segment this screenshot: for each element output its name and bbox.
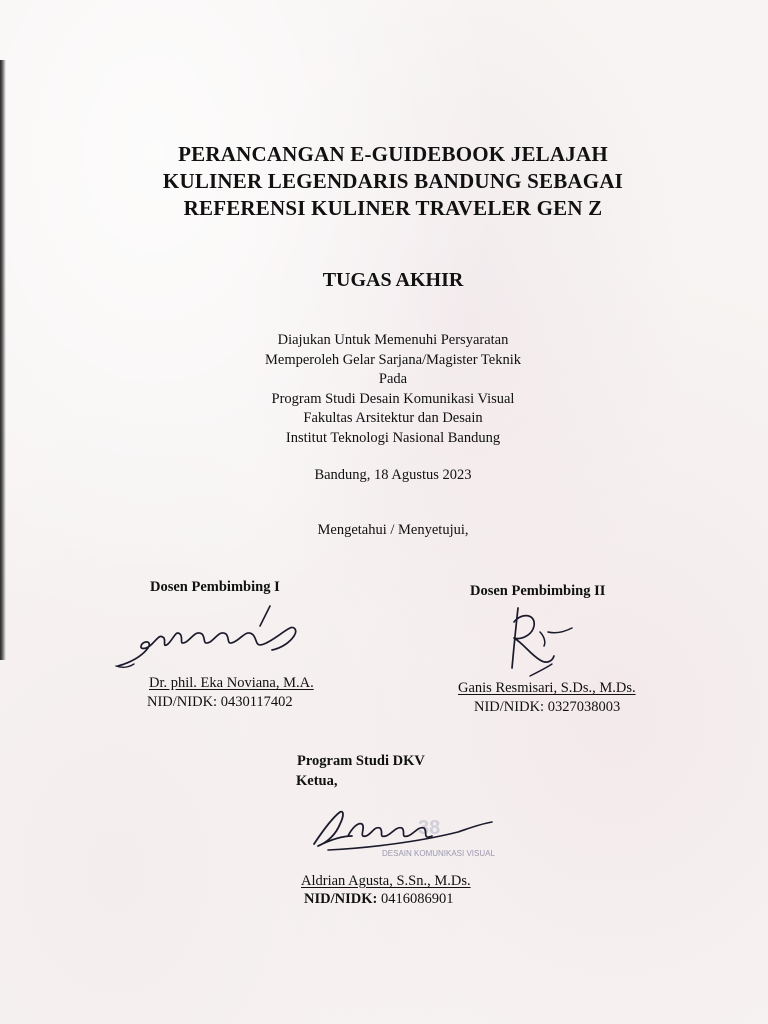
title-line-3: REFERENSI KULINER TRAVELER GEN Z — [183, 196, 603, 220]
advisor1-signature — [112, 604, 312, 672]
advisor2-nid: NID/NIDK: 0327038003 — [474, 699, 621, 715]
thesis-title — [18, 141, 768, 222]
title-line-1: PERANCANGAN E-GUIDEBOOK JELAJAH — [178, 142, 608, 166]
scanned-page-edge — [0, 60, 6, 660]
program-head-signature — [308, 806, 498, 858]
program-head-nid-label: NID/NIDK: — [304, 891, 378, 907]
submission-statement — [18, 331, 768, 448]
advisor2-label: Dosen Pembimbing II — [470, 583, 606, 599]
program-head-name: Aldrian Agusta, S.Sn., M.Ds. — [301, 873, 471, 889]
approval-text: Mengetahui / Menyetujui, — [317, 522, 469, 538]
title-line-2: KULINER LEGENDARIS BANDUNG SEBAGAI — [162, 169, 624, 193]
program-role: Ketua, — [296, 773, 338, 789]
advisor2-signature — [500, 602, 590, 680]
program-head-nid — [304, 891, 453, 908]
document-type-heading: TUGAS AKHIR — [322, 269, 464, 291]
program-label: Program Studi DKV — [297, 753, 425, 769]
svg-text:38: 38 — [418, 817, 441, 839]
advisor1-name: Dr. phil. Eka Noviana, M.A. — [149, 675, 314, 691]
advisor2-name: Ganis Resmisari, S.Ds., M.Ds. — [458, 680, 636, 696]
place-date: Bandung, 18 Agustus 2023 — [314, 467, 472, 483]
submission-line-5: Fakultas Arsitektur dan Desain — [303, 410, 483, 426]
advisor1-nid: NID/NIDK: 0430117402 — [147, 694, 293, 710]
submission-line-6: Institut Teknologi Nasional Bandung — [285, 429, 501, 446]
submission-line-4: Program Studi Desain Komunikasi Visual — [271, 390, 515, 407]
stamp-text: DESAIN KOMUNIKASI VISUAL — [382, 849, 495, 858]
advisor1-label: Dosen Pembimbing I — [150, 579, 280, 595]
submission-line-3: Pada — [378, 371, 408, 387]
submission-line-1: Diajukan Untuk Memenuhi Persyaratan — [277, 332, 509, 348]
program-head-nid-value: 0416086901 — [380, 891, 454, 907]
submission-line-2: Memperoleh Gelar Sarjana/Magister Teknik — [264, 351, 521, 368]
